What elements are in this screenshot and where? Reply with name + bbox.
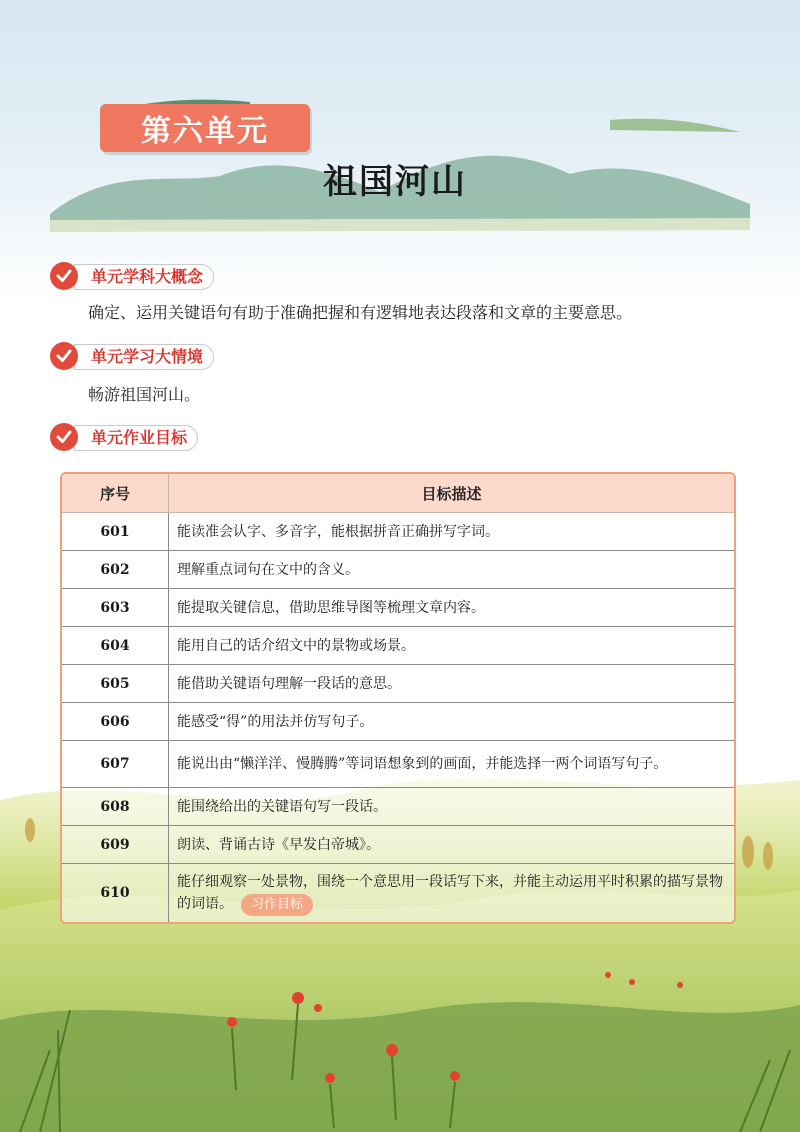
goal-id: 609 [62, 826, 169, 864]
table-row [62, 864, 734, 923]
section-label: 单元学科大概念 [74, 264, 214, 290]
goal-desc: 朗读、背诵古诗《早发白帝城》。 [169, 826, 735, 864]
section-label: 单元作业目标 [74, 425, 198, 451]
column-header-id: 序号 [62, 474, 169, 513]
goal-id: 604 [62, 627, 169, 665]
goal-id: 610 [62, 864, 169, 923]
goal-desc: 能读准会认字、多音字，能根据拼音正确拼写字词。 [169, 513, 735, 551]
check-icon [50, 342, 78, 370]
writing-goal-tag: 习作目标 [241, 894, 313, 916]
section-body: 确定、运用关键语句有助于准确把握和有逻辑地表达段落和文章的主要意思。 [88, 303, 633, 322]
table-row [62, 665, 734, 703]
goal-id: 602 [62, 551, 169, 589]
goal-id: 607 [62, 741, 169, 788]
table-row [62, 513, 734, 551]
table-row [62, 788, 734, 826]
goal-desc-cell [169, 864, 735, 923]
section-goals [50, 423, 250, 451]
goal-desc: 能感受“得”的用法并仿写句子。 [169, 703, 735, 741]
table-header-row [62, 474, 734, 513]
table-row [62, 703, 734, 741]
section-concept [50, 262, 250, 290]
goal-desc: 能仔细观察一处景物，围绕一个意思用一段话写下来，并能主动运用平时积累的描写景物的词语。 [177, 873, 723, 912]
goal-desc: 能提取关键信息，借助思维导图等梳理文章内容。 [169, 589, 735, 627]
goal-desc: 能用自己的话介绍文中的景物或场景。 [169, 627, 735, 665]
table-row [62, 627, 734, 665]
table-row [62, 826, 734, 864]
table-row [62, 551, 734, 589]
goal-id: 603 [62, 589, 169, 627]
column-header-desc: 目标描述 [169, 474, 735, 513]
goal-desc: 理解重点词句在文中的含义。 [169, 551, 735, 589]
section-label: 单元学习大情境 [74, 344, 214, 370]
goal-id: 605 [62, 665, 169, 703]
section-body: 畅游祖国河山。 [88, 385, 201, 404]
goal-id: 606 [62, 703, 169, 741]
goal-desc: 能借助关键语句理解一段话的意思。 [169, 665, 735, 703]
goals-table [60, 472, 736, 924]
goal-desc: 能围绕给出的关键语句写一段话。 [169, 788, 735, 826]
table-row [62, 589, 734, 627]
unit-badge: 第六单元 [100, 104, 310, 152]
goal-id: 608 [62, 788, 169, 826]
unit-title: 祖国河山 [323, 162, 467, 202]
check-icon [50, 262, 78, 290]
goal-id: 601 [62, 513, 169, 551]
section-context [50, 342, 250, 370]
goal-desc: 能说出由“懒洋洋、慢腾腾”等词语想象到的画面，并能选择一两个词语写句子。 [169, 741, 735, 788]
table-row [62, 741, 734, 788]
check-icon [50, 423, 78, 451]
